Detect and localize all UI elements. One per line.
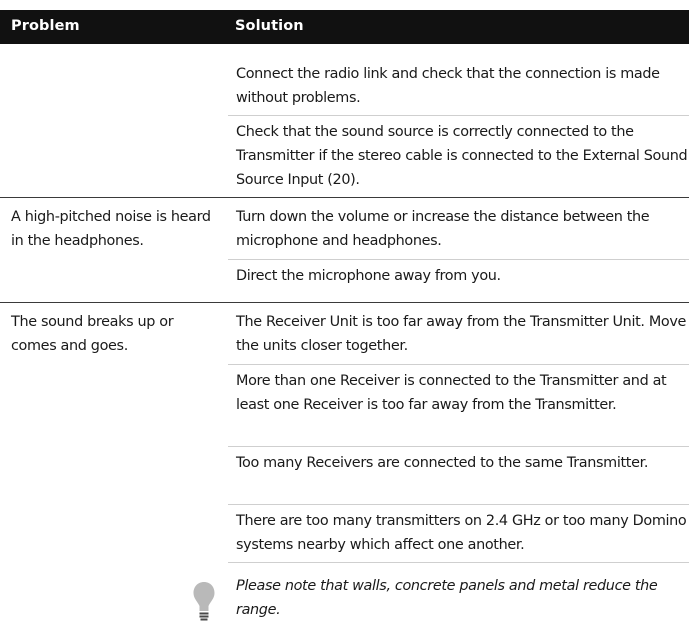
row-2-solution-1: Turn down the volume or increase the distance between the microphone and headphones. xyxy=(236,209,650,249)
solution-divider xyxy=(228,259,689,260)
problem-column-header: Problem xyxy=(11,18,80,34)
row-2-problem: A high-pitched noise is heard in the headphones. xyxy=(11,209,211,249)
solution-divider xyxy=(228,504,689,505)
row-divider xyxy=(0,197,689,198)
row-1-solution-2: Check that the sound source is correctly connected to the Transmitter if the stereo cable is connected to the External Sound Source Input (20). xyxy=(236,124,688,188)
table-header xyxy=(0,10,689,44)
solution-divider xyxy=(228,364,689,365)
row-3-solution-3: Too many Receivers are connected to the same Transmitter. xyxy=(236,455,649,471)
row-3-solution-1: The Receiver Unit is too far away from the Transmitter Unit. Move the units closer together. xyxy=(236,314,687,354)
note-text: Please note that walls, concrete panels and metal reduce the range. xyxy=(236,578,658,618)
row-divider xyxy=(0,302,689,303)
row-2-solution-2: Direct the microphone away from you. xyxy=(236,268,501,284)
row-3-solution-4: There are too many transmitters on 2.4 GHz or too many Domino systems nearby which affect one another. xyxy=(236,513,687,553)
row-1-solution-1: Connect the radio link and check that the connection is made without problems. xyxy=(236,66,660,106)
solution-column-header: Solution xyxy=(235,18,304,34)
row-3-solution-2: More than one Receiver is connected to the Transmitter and at least one Receiver is too far away from the Transmitter. xyxy=(236,373,667,413)
solution-divider xyxy=(228,562,689,563)
solution-divider xyxy=(228,115,689,116)
lightbulb-icon xyxy=(192,580,216,624)
row-3-problem: The sound breaks up or comes and goes. xyxy=(11,314,174,354)
solution-divider xyxy=(228,446,689,447)
